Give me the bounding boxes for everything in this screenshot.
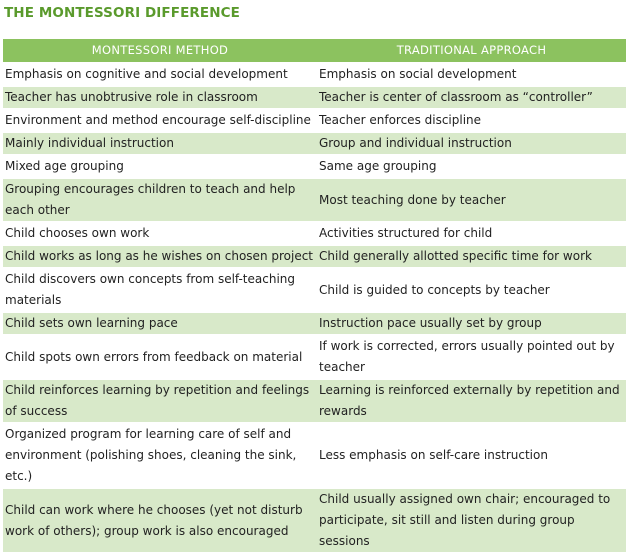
column-header-traditional: TRADITIONAL APPROACH bbox=[317, 39, 626, 63]
traditional-cell: Less emphasis on self-care instruction bbox=[317, 423, 626, 488]
page-title: THE MONTESSORI DIFFERENCE bbox=[4, 5, 240, 21]
table-row bbox=[3, 132, 626, 155]
traditional-cell: Learning is reinforced externally by repetition and rewards bbox=[317, 379, 626, 423]
montessori-cell: Organized program for learning care of self and environment (polishing shoes, cleaning the sink, etc.) bbox=[3, 423, 317, 488]
traditional-cell: Child generally allotted specific time for work bbox=[317, 245, 626, 268]
montessori-cell: Mainly individual instruction bbox=[3, 132, 317, 155]
traditional-cell: Instruction pace usually set by group bbox=[317, 312, 626, 335]
table-row bbox=[3, 245, 626, 268]
table-row bbox=[3, 268, 626, 312]
montessori-cell: Environment and method encourage self-discipline bbox=[3, 109, 317, 132]
traditional-cell: Child is guided to concepts by teacher bbox=[317, 268, 626, 312]
traditional-cell: Teacher enforces discipline bbox=[317, 109, 626, 132]
traditional-cell: Teacher is center of classroom as “controller” bbox=[317, 86, 626, 109]
traditional-cell: Same age grouping bbox=[317, 155, 626, 178]
montessori-cell: Child discovers own concepts from self-teaching materials bbox=[3, 268, 317, 312]
table-row bbox=[3, 109, 626, 132]
montessori-cell: Child works as long as he wishes on chosen project bbox=[3, 245, 317, 268]
comparison-table bbox=[3, 39, 626, 554]
table-body bbox=[3, 63, 626, 553]
table-row bbox=[3, 312, 626, 335]
table-header-row bbox=[3, 39, 626, 63]
montessori-cell: Teacher has unobtrusive role in classroom bbox=[3, 86, 317, 109]
table-row bbox=[3, 86, 626, 109]
table-row bbox=[3, 178, 626, 222]
table-row bbox=[3, 155, 626, 178]
montessori-cell: Child spots own errors from feedback on material bbox=[3, 335, 317, 379]
montessori-cell: Mixed age grouping bbox=[3, 155, 317, 178]
montessori-cell: Emphasis on cognitive and social development bbox=[3, 63, 317, 86]
montessori-cell: Child chooses own work bbox=[3, 222, 317, 245]
traditional-cell: Child usually assigned own chair; encouraged to participate, sit still and listen during group sessions bbox=[317, 488, 626, 553]
montessori-cell: Child can work where he chooses (yet not disturb work of others); group work is also encouraged bbox=[3, 488, 317, 553]
traditional-cell: Group and individual instruction bbox=[317, 132, 626, 155]
table-row bbox=[3, 379, 626, 423]
table-row bbox=[3, 335, 626, 379]
table-row bbox=[3, 63, 626, 86]
column-header-montessori: MONTESSORI METHOD bbox=[3, 39, 317, 63]
montessori-cell: Child reinforces learning by repetition and feelings of success bbox=[3, 379, 317, 423]
traditional-cell: Emphasis on social development bbox=[317, 63, 626, 86]
table-row bbox=[3, 488, 626, 553]
traditional-cell: Activities structured for child bbox=[317, 222, 626, 245]
montessori-cell: Child sets own learning pace bbox=[3, 312, 317, 335]
table-row bbox=[3, 222, 626, 245]
traditional-cell: Most teaching done by teacher bbox=[317, 178, 626, 222]
montessori-cell: Grouping encourages children to teach and help each other bbox=[3, 178, 317, 222]
traditional-cell: If work is corrected, errors usually pointed out by teacher bbox=[317, 335, 626, 379]
table-row bbox=[3, 423, 626, 488]
